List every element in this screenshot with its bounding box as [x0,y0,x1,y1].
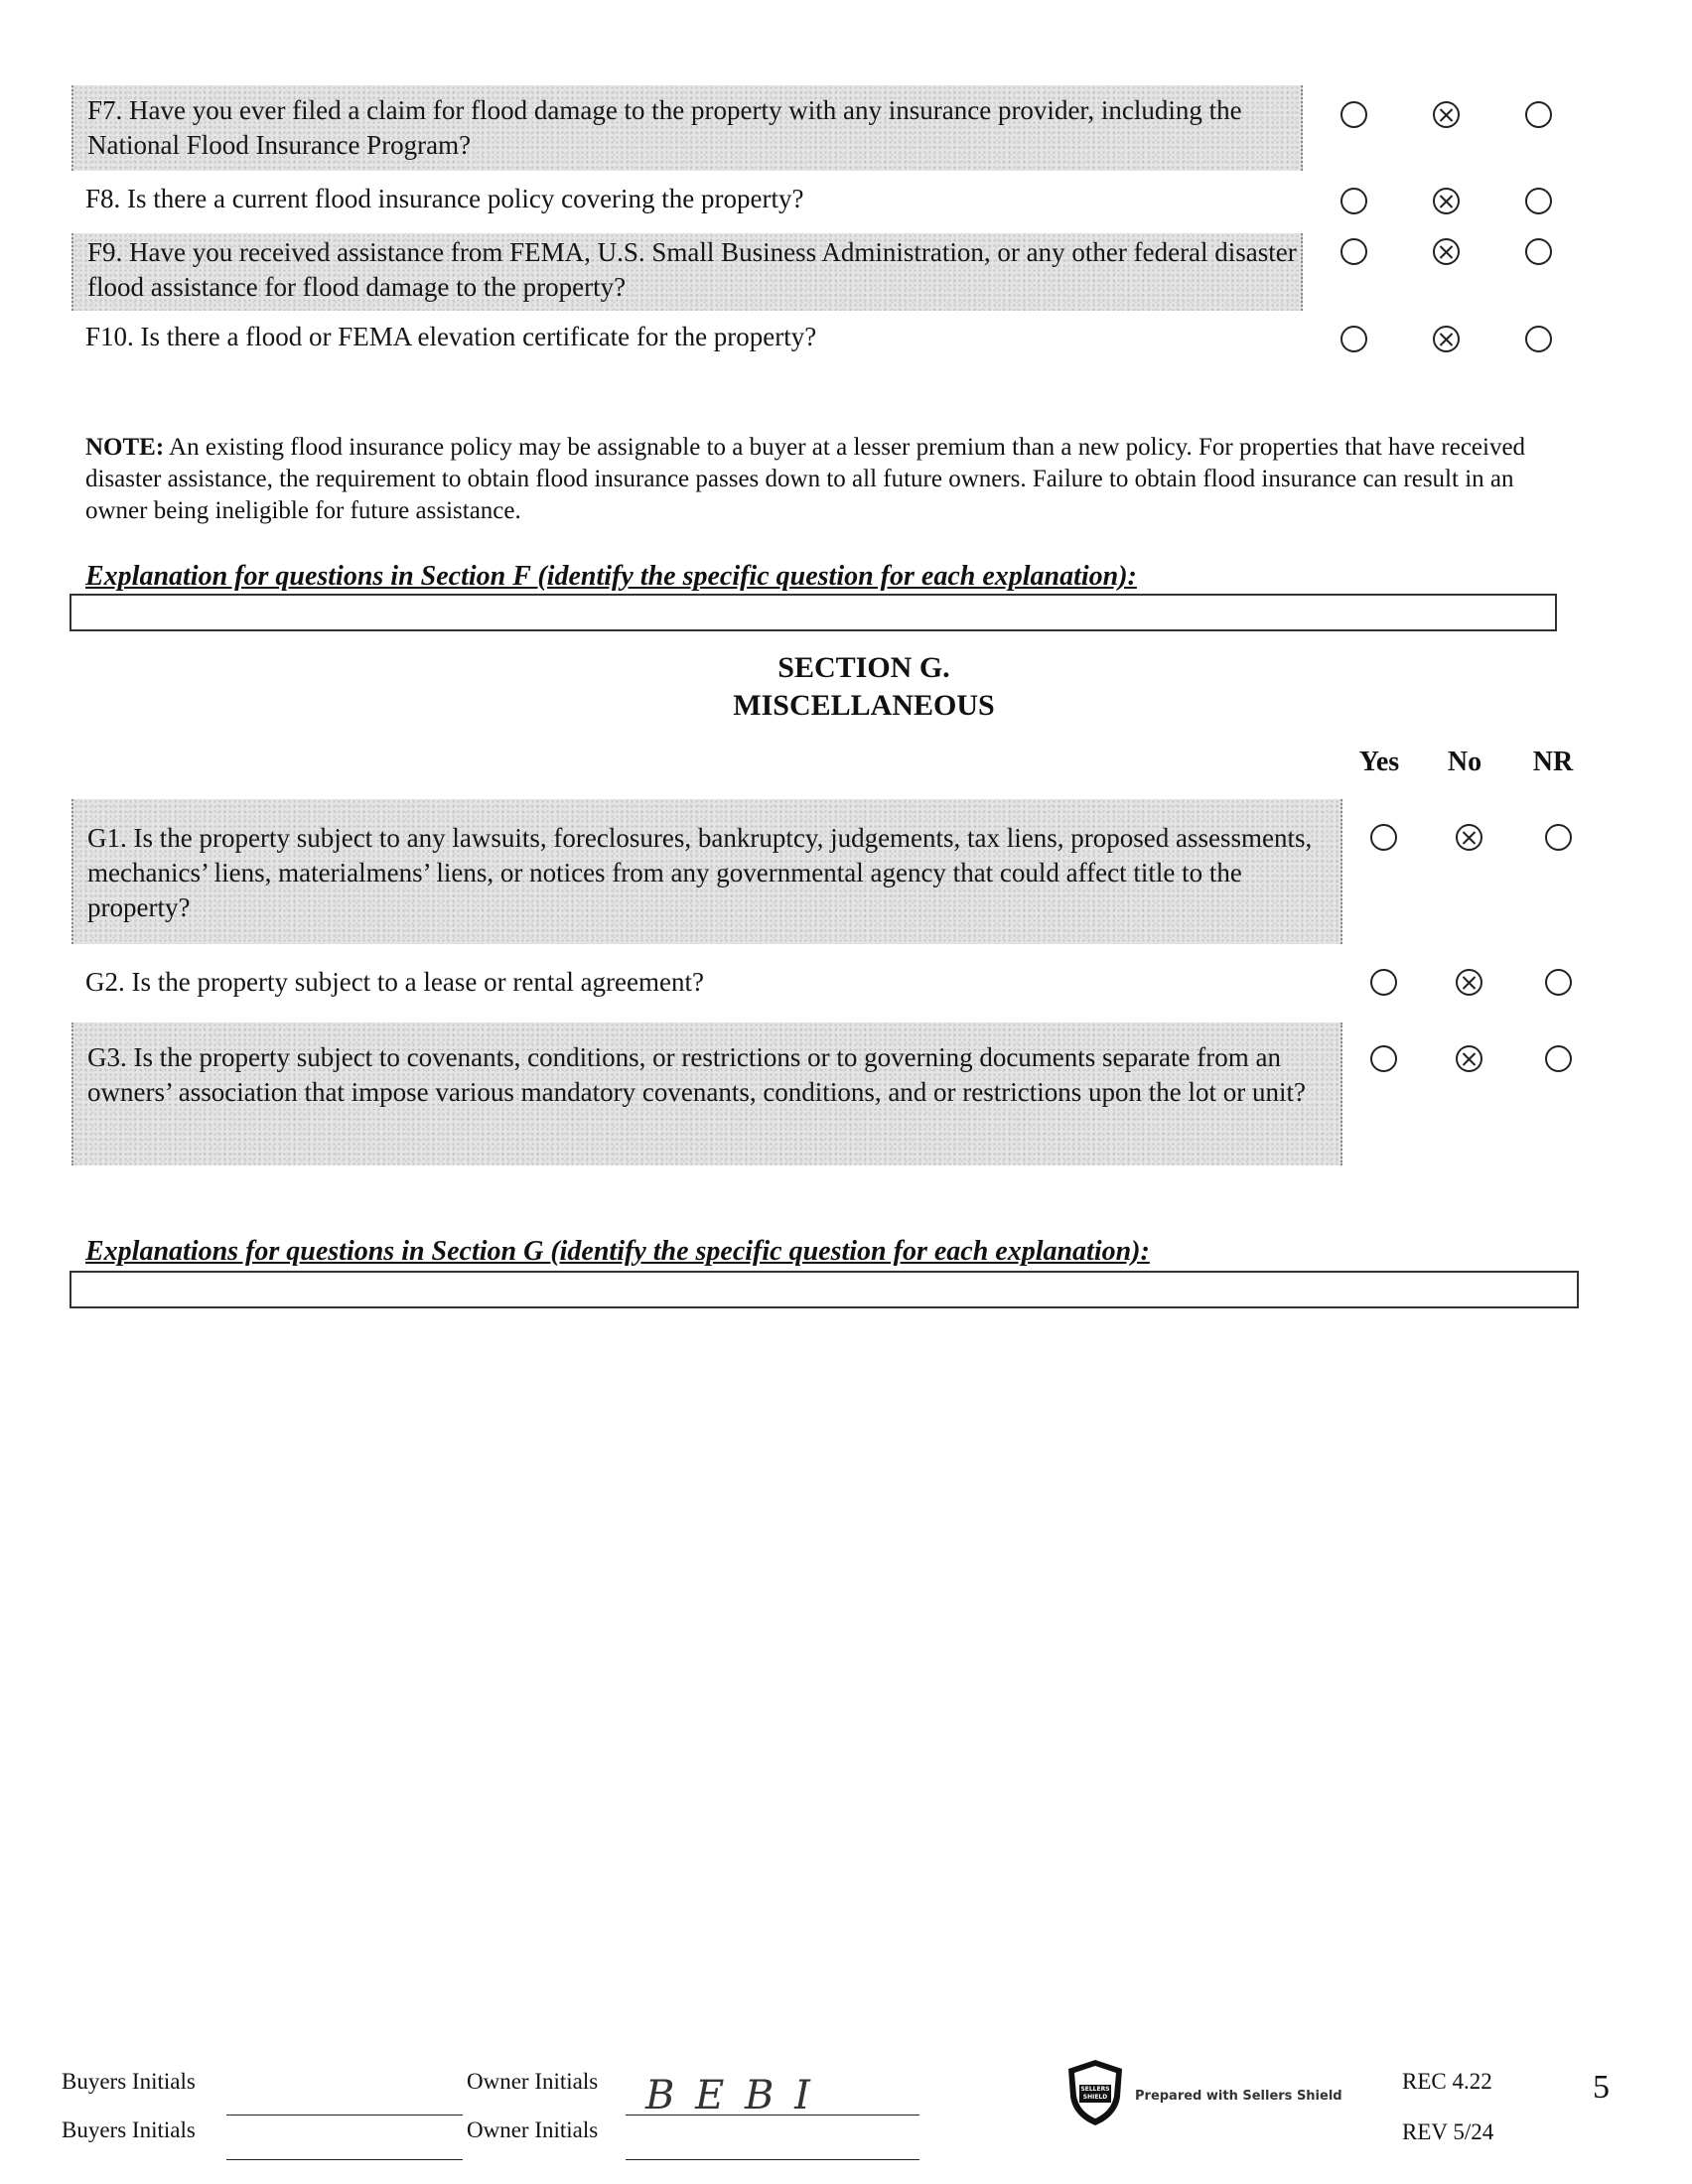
section-g-title-line1: SECTION G. [777,651,950,684]
buyers-initials-label-1: Buyers Initials [62,2069,196,2094]
radio-g1-nr[interactable] [1545,824,1572,851]
question-f10-text: F10. Is there a flood or FEMA elevation certificate for the property? [85,322,817,351]
radio-g1-no[interactable] [1456,824,1482,851]
note-text: An existing flood insurance policy may be assignable to a buyer at a lesser premium than a new policy. For properties that have received disaster assistance, the requirement to obtain flood insurance passes down to all future owners. Failure to obtain flood insurance can result in an owner being ineligible for future assistance. [85,434,1526,524]
section-g-title-line2: MISCELLANEOUS [733,689,995,722]
radio-f9-yes[interactable] [1340,238,1367,265]
note-label: NOTE: [85,434,165,461]
radio-f10-no[interactable] [1433,326,1460,352]
radio-g2-no[interactable] [1456,969,1482,996]
column-header-yes: Yes [1358,747,1400,777]
section-f-explanation-field[interactable] [70,594,1557,631]
radio-g2-yes[interactable] [1370,969,1397,996]
radio-f9-no[interactable] [1433,238,1460,265]
question-f8 [71,182,1303,221]
section-g-explanation-label: Explanations for questions in Section G (identify the specific question for each explanation): [85,1236,1150,1267]
question-f9-text: F9. Have you received assistance from FEMA, U.S. Small Business Administration, or any other federal disaster flood assistance for flood damage to the property? [87,237,1297,302]
owner-initials-field-2[interactable] [626,2129,919,2160]
question-g1 [71,799,1342,944]
question-f10 [71,320,1303,359]
radio-f7-no[interactable] [1433,101,1460,128]
prepared-with-text: Prepared with Sellers Shield [1135,2089,1342,2104]
column-header-nr: NR [1532,747,1574,777]
buyers-initials-label-2: Buyers Initials [62,2117,196,2142]
sellers-shield-logo [1062,2057,1128,2128]
radio-f9-nr[interactable] [1525,238,1552,265]
form-code: REC 4.22 [1402,2069,1492,2094]
radio-f8-yes[interactable] [1340,188,1367,214]
radio-f10-nr[interactable] [1525,326,1552,352]
question-g2 [71,965,1342,1005]
radio-f8-nr[interactable] [1525,188,1552,214]
radio-f8-no[interactable] [1433,188,1460,214]
section-g-explanation-field[interactable] [70,1271,1579,1308]
section-g-title [626,649,1102,725]
radio-f7-nr[interactable] [1525,101,1552,128]
owner-initials-signature: B E B I [645,2073,814,2118]
flood-insurance-note [85,432,1575,527]
owner-initials-label-2: Owner Initials [467,2117,599,2142]
page-number: 5 [1593,2069,1610,2106]
question-g3-text: G3. Is the property subject to covenants, conditions, or restrictions or to governing documents separate from an owners’ association that impose various mandatory covenants, conditions, and or restrictions upon the lot or unit? [87,1042,1306,1107]
radio-g3-yes[interactable] [1370,1045,1397,1072]
question-f8-text: F8. Is there a current flood insurance policy covering the property? [85,184,804,213]
question-g3 [71,1023,1342,1165]
shield-logo-text: SELLERS SHIELD [1080,2086,1110,2101]
question-f9 [71,233,1303,311]
buyers-initials-field-1[interactable] [226,2085,463,2116]
radio-g2-nr[interactable] [1545,969,1572,996]
radio-g3-nr[interactable] [1545,1045,1572,1072]
radio-g3-no[interactable] [1456,1045,1482,1072]
radio-g1-yes[interactable] [1370,824,1397,851]
owner-initials-label-1: Owner Initials [467,2069,599,2094]
section-f-explanation-label: Explanation for questions in Section F (identify the specific question for each explanation): [85,561,1137,592]
question-f7 [71,85,1303,171]
form-revision: REV 5/24 [1402,2119,1494,2144]
question-g1-text: G1. Is the property subject to any lawsuits, foreclosures, bankruptcy, judgements, tax liens, proposed assessments, mechanics’ liens, materialmens’ liens, or notices from any governmental agency that could affect title to the property? [87,823,1313,922]
question-g2-text: G2. Is the property subject to a lease or rental agreement? [85,967,704,997]
column-header-no: No [1447,747,1482,777]
buyers-initials-field-2[interactable] [226,2129,463,2160]
question-f7-text: F7. Have you ever filed a claim for flood damage to the property with any insurance provider, including the National Flood Insurance Program? [87,95,1242,160]
radio-f7-yes[interactable] [1340,101,1367,128]
owner-initials-field-1[interactable] [626,2073,919,2118]
radio-f10-yes[interactable] [1340,326,1367,352]
